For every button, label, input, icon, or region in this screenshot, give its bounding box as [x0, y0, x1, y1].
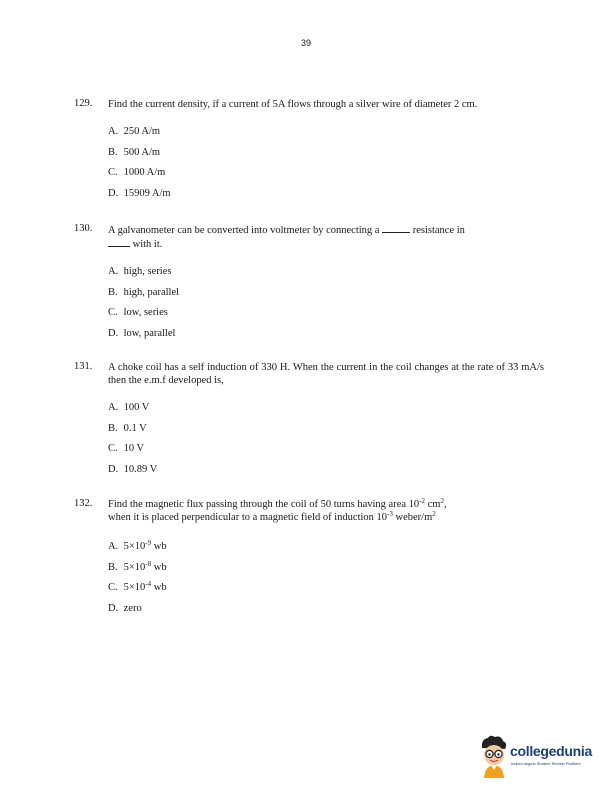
option-d: [108, 463, 544, 484]
stem-part: A galvanometer can be converted into voltmeter by connecting a: [108, 225, 380, 236]
option-text: high, parallel: [123, 286, 180, 298]
option-letter: B.: [108, 286, 118, 298]
exponent: -2: [419, 497, 425, 505]
page-number: 39: [300, 38, 311, 48]
question-131: [74, 361, 544, 483]
option-text: 0.1 V: [123, 422, 147, 434]
options-list: [108, 125, 544, 207]
option-letter: D.: [108, 602, 119, 614]
option-letter: C.: [108, 307, 118, 318]
question-number: 131.: [74, 361, 93, 372]
options-list: [108, 401, 544, 483]
exponent: 2: [432, 510, 436, 518]
exponent: -9: [145, 539, 152, 547]
option-a: [108, 401, 544, 422]
option-d: [108, 602, 544, 623]
option-letter: B.: [108, 422, 118, 434]
exponent: -8: [145, 559, 152, 568]
option-text: low, series: [123, 307, 168, 318]
stem-part: Find the magnetic flux passing through the coil of 50 turns having area 10: [108, 499, 420, 510]
answer-blank: [382, 223, 410, 233]
stem-part: weber/m: [392, 512, 433, 523]
option-base: 5×10: [123, 541, 146, 552]
question-stem: [108, 498, 544, 524]
option-c: [108, 442, 544, 463]
option-text: 250 A/m: [123, 126, 161, 137]
option-letter: B.: [108, 561, 118, 573]
option-letter: C.: [108, 443, 118, 454]
question-number: 129.: [74, 98, 93, 109]
option-text: 10 V: [123, 443, 145, 454]
options-list: [108, 540, 544, 622]
option-text: 500 A/m: [123, 146, 161, 158]
option-c: [108, 306, 544, 327]
question-number: 132.: [74, 498, 93, 509]
option-base: 5×10: [123, 561, 146, 573]
option-c: [108, 581, 544, 602]
option-letter: C.: [108, 167, 118, 178]
question-number: 130.: [74, 223, 93, 234]
question-stem: [108, 223, 544, 251]
logo-tagline: India's largest Student Review Platform: [511, 761, 581, 766]
option-a: [108, 125, 544, 146]
option-text: 100 V: [123, 402, 150, 413]
collegedunia-logo: [478, 734, 602, 780]
stem-part: ,: [443, 499, 447, 510]
option-a: [108, 540, 544, 561]
option-text: zero: [123, 602, 142, 614]
question-130: [74, 223, 544, 347]
option-c: [108, 166, 544, 187]
option-letter: D.: [108, 463, 119, 475]
option-text: 10.89 V: [123, 463, 158, 475]
option-letter: D.: [108, 187, 119, 199]
option-d: [108, 327, 544, 348]
answer-blank: [108, 237, 130, 247]
option-letter: A.: [108, 126, 119, 137]
option-unit: wb: [151, 561, 167, 573]
options-list: [108, 265, 544, 347]
exponent: -4: [145, 580, 152, 588]
question-129: [74, 98, 544, 207]
option-b: [108, 286, 544, 307]
option-text: 15909 A/m: [123, 187, 171, 199]
mascot-icon: [478, 734, 510, 778]
question-stem: Find the current density, if a current of 5A flows through a silver wire of diameter 2 cm.: [108, 99, 478, 110]
option-unit: wb: [151, 582, 167, 593]
option-b: [108, 422, 544, 443]
option-text: high, series: [123, 266, 172, 277]
option-letter: D.: [108, 327, 119, 339]
option-letter: B.: [108, 146, 118, 158]
option-text: 1000 A/m: [123, 167, 166, 178]
question-stem: A choke coil has a self induction of 330 H. When the current in the coil changes at the rate of 33 mA/s then the e.m.f developed is,: [108, 362, 544, 386]
question-132: [74, 498, 544, 622]
stem-part: cm: [425, 499, 441, 510]
option-b: [108, 561, 544, 582]
option-letter: A.: [108, 266, 119, 277]
option-a: [108, 265, 544, 286]
option-text: low, parallel: [123, 327, 176, 339]
option-b: [108, 146, 544, 167]
logo-wordmark: collegedunia: [510, 743, 592, 759]
option-letter: C.: [108, 582, 118, 593]
stem-part: when it is placed perpendicular to a magnetic field of induction 10: [108, 512, 388, 523]
option-letter: A.: [108, 402, 119, 413]
exponent: -3: [387, 510, 393, 518]
option-d: [108, 187, 544, 208]
exponent: 2: [440, 497, 444, 505]
stem-part: with it.: [132, 239, 163, 250]
stem-part: resistance in: [412, 225, 465, 236]
option-unit: wb: [151, 541, 167, 552]
option-base: 5×10: [123, 582, 146, 593]
option-letter: A.: [108, 541, 119, 552]
